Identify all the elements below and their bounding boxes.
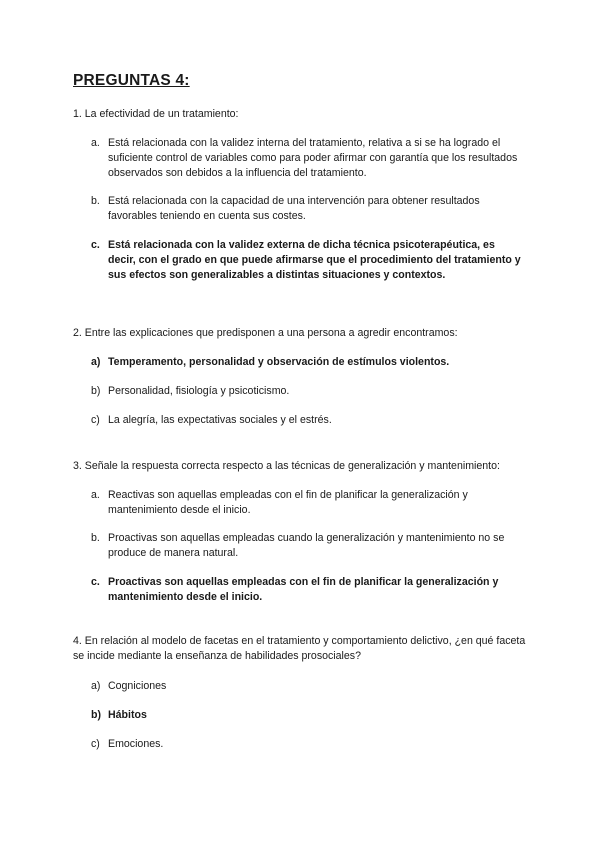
option-text: Proactivas son aquellas empleadas cuando la generalización y mantenimiento no se produce de manera natural. — [108, 532, 505, 559]
option-marker: a. — [91, 137, 100, 149]
question-2-option-c — [91, 413, 523, 428]
option-text: Emociones. — [108, 738, 164, 750]
question-3-option-a — [91, 488, 523, 518]
option-text: Reactivas son aquellas empleadas con el fin de planificar la generalización y mantenimiento desde el inicio. — [108, 489, 468, 516]
option-text: Hábitos — [108, 709, 147, 721]
question-4-option-a — [91, 679, 523, 694]
option-text: Está relacionada con la capacidad de una intervención para obtener resultados favorables teniendo en cuenta sus costes. — [108, 195, 480, 222]
option-text: Está relacionada con la validez interna del tratamiento, relativa a si se ha logrado el suficiente control de variables como para poder afirmar con garantía que los resultados observados son debidos a la influencia del tratamiento. — [108, 137, 518, 179]
question-4-option-b-correct — [91, 708, 523, 723]
option-marker: a) — [91, 356, 101, 368]
question-3: 3. Señale la respuesta correcta respecto a las técnicas de generalización y mantenimiento: — [73, 460, 500, 472]
option-marker: c) — [91, 738, 100, 750]
question-3-option-b — [91, 531, 523, 561]
option-text: Personalidad, fisiología y psicoticismo. — [108, 385, 290, 397]
option-text: La alegría, las expectativas sociales y el estrés. — [108, 414, 332, 426]
question-2-option-b — [91, 384, 523, 399]
question-1-option-b — [91, 194, 523, 224]
question-1-option-c-correct — [91, 238, 523, 283]
question-4: 4. En relación al modelo de facetas en el tratamiento y comportamiento delictivo, ¿en qué faceta se incide mediante la enseñanza de habilidades prosociales? — [73, 635, 526, 662]
option-text: Temperamento, personalidad y observación de estímulos violentos. — [108, 356, 450, 368]
question-1-option-a — [91, 136, 523, 181]
question-3-option-c-correct — [91, 575, 523, 605]
option-marker: b. — [91, 195, 100, 207]
option-marker: b) — [91, 709, 101, 721]
option-marker: c. — [91, 239, 100, 251]
option-marker: b) — [91, 385, 101, 397]
question-4-option-c — [91, 737, 523, 752]
question-1: 1. La efectividad de un tratamiento: — [73, 108, 239, 120]
option-marker: a. — [91, 489, 100, 501]
option-marker: a) — [91, 680, 101, 692]
option-text: Proactivas son aquellas empleadas con el fin de planificar la generalización y mantenimiento desde el inicio. — [108, 576, 499, 603]
question-2-option-a-correct — [91, 355, 523, 370]
option-marker: c) — [91, 414, 100, 426]
option-text: Cogniciones — [108, 680, 167, 692]
page-title: PREGUNTAS 4: — [73, 72, 190, 89]
option-marker: b. — [91, 532, 100, 544]
option-text: Está relacionada con la validez externa de dicha técnica psicoterapéutica, es decir, con el grado en que puede afirmarse que el procedimiento del tratamiento y sus efectos son generalizables a distintas situaciones y contextos. — [108, 239, 521, 281]
question-2: 2. Entre las explicaciones que predisponen a una persona a agredir encontramos: — [73, 327, 458, 339]
option-marker: c. — [91, 576, 100, 588]
